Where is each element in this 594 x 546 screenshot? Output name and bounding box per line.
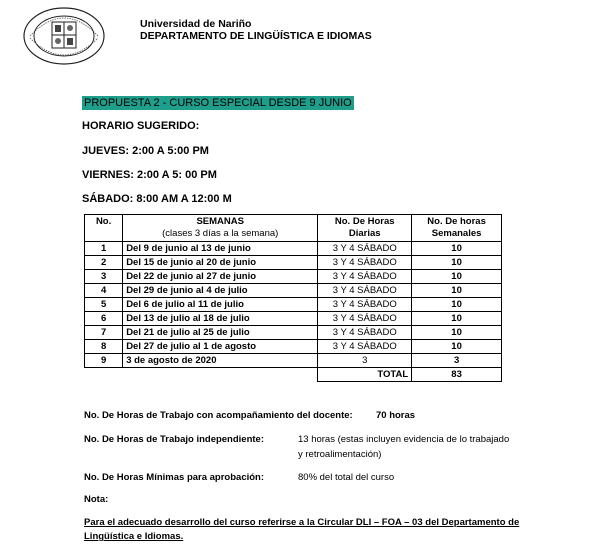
accompanied-hours-label: No. De Horas de Trabajo con acompañamiento del docente: — [84, 410, 353, 421]
letterhead — [140, 18, 372, 42]
row-daily: 3 Y 4 SÁBADO — [318, 312, 412, 326]
col-header-daily: No. De Horas Diarias — [318, 215, 412, 242]
row-daily: 3 Y 4 SÁBADO — [318, 270, 412, 284]
row-daily: 3 Y 4 SÁBADO — [318, 340, 412, 354]
row-weekly: 10 — [412, 284, 502, 298]
footer-note: Para el adecuado desarrollo del curso referirse a la Circular DLI – FOA – 03 del Departamento de Lingüística e Idiomas. — [84, 517, 520, 542]
table-row — [85, 354, 502, 368]
total-value: 83 — [412, 368, 502, 382]
table-row — [85, 270, 502, 284]
independent-hours-value-1: 13 horas (estas incluyen evidencia de lo trabajado — [298, 434, 510, 445]
university-seal-icon — [22, 6, 106, 66]
col-header-weekly: No. De horas Semanales — [412, 215, 502, 242]
row-weekly: 10 — [412, 326, 502, 340]
row-weekly: 10 — [412, 270, 502, 284]
table-row — [85, 326, 502, 340]
row-week: Del 27 de julio al 1 de agosto — [123, 340, 318, 354]
row-weekly: 3 — [412, 354, 502, 368]
row-weekly: 10 — [412, 312, 502, 326]
schedule-friday: VIERNES: 2:00 A 5: 00 PM — [82, 169, 217, 181]
proposal-title: PROPUESTA 2 - CURSO ESPECIAL DESDE 9 JUNIO — [84, 97, 352, 109]
schedule-heading: HORARIO SUGERIDO: — [82, 120, 200, 132]
row-no: 8 — [85, 340, 123, 354]
row-no: 1 — [85, 242, 123, 256]
row-no: 4 — [85, 284, 123, 298]
col-header-no: No. — [85, 215, 123, 242]
minimum-hours-label: No. De Horas Mínimas para aprobación: — [84, 472, 265, 483]
total-blank-cell — [85, 368, 123, 382]
independent-hours-label: No. De Horas de Trabajo independiente: — [84, 434, 265, 445]
row-week: Del 15 de junio al 20 de junio — [123, 256, 318, 270]
row-weekly: 10 — [412, 340, 502, 354]
table-row — [85, 298, 502, 312]
note-label: Nota: — [84, 494, 109, 505]
table-row — [85, 312, 502, 326]
table-header-row — [85, 215, 502, 242]
row-weekly: 10 — [412, 298, 502, 312]
independent-hours-value-2: y retroalimentación) — [298, 449, 382, 460]
row-no: 9 — [85, 354, 123, 368]
row-no: 5 — [85, 298, 123, 312]
col-header-weeks — [123, 215, 318, 242]
row-daily: 3 Y 4 SÁBADO — [318, 256, 412, 270]
row-daily: 3 Y 4 SÁBADO — [318, 326, 412, 340]
col-header-weeks-title: SEMANAS — [196, 216, 244, 227]
table-row — [85, 242, 502, 256]
row-daily: 3 — [318, 354, 412, 368]
row-no: 6 — [85, 312, 123, 326]
row-week: Del 6 de julio al 11 de julio — [123, 298, 318, 312]
row-week: Del 21 de julio al 25 de julio — [123, 326, 318, 340]
row-weekly: 10 — [412, 242, 502, 256]
table-row — [85, 284, 502, 298]
total-label: TOTAL — [318, 368, 412, 382]
row-weekly: 10 — [412, 256, 502, 270]
row-daily: 3 Y 4 SÁBADO — [318, 242, 412, 256]
university-name: Universidad de Nariño — [140, 18, 252, 30]
schedule-saturday: SÁBADO: 8:00 AM A 12:00 M — [82, 193, 232, 205]
row-daily: 3 Y 4 SÁBADO — [318, 298, 412, 312]
row-daily: 3 Y 4 SÁBADO — [318, 284, 412, 298]
schedule-table — [84, 214, 502, 382]
row-week: 3 de agosto de 2020 — [123, 354, 318, 368]
table-row — [85, 340, 502, 354]
department-name: DEPARTAMENTO DE LINGÜÍSTICA E IDIOMAS — [140, 30, 372, 42]
table-total-row — [85, 368, 502, 382]
row-no: 3 — [85, 270, 123, 284]
row-week: Del 13 de julio al 18 de julio — [123, 312, 318, 326]
row-no: 7 — [85, 326, 123, 340]
row-no: 2 — [85, 256, 123, 270]
table-row — [85, 256, 502, 270]
row-week: Del 29 de junio al 4 de julio — [123, 284, 318, 298]
accompanied-hours-value: 70 horas — [376, 410, 416, 421]
schedule-thursday: JUEVES: 2:00 A 5:00 PM — [82, 145, 209, 157]
row-week: Del 22 de junio al 27 de junio — [123, 270, 318, 284]
total-blank-cell — [123, 368, 318, 382]
minimum-hours-value: 80% del total del curso — [298, 472, 395, 483]
col-header-weeks-sub: (clases 3 días a la semana) — [162, 228, 279, 239]
row-week: Del 9 de junio al 13 de junio — [123, 242, 318, 256]
